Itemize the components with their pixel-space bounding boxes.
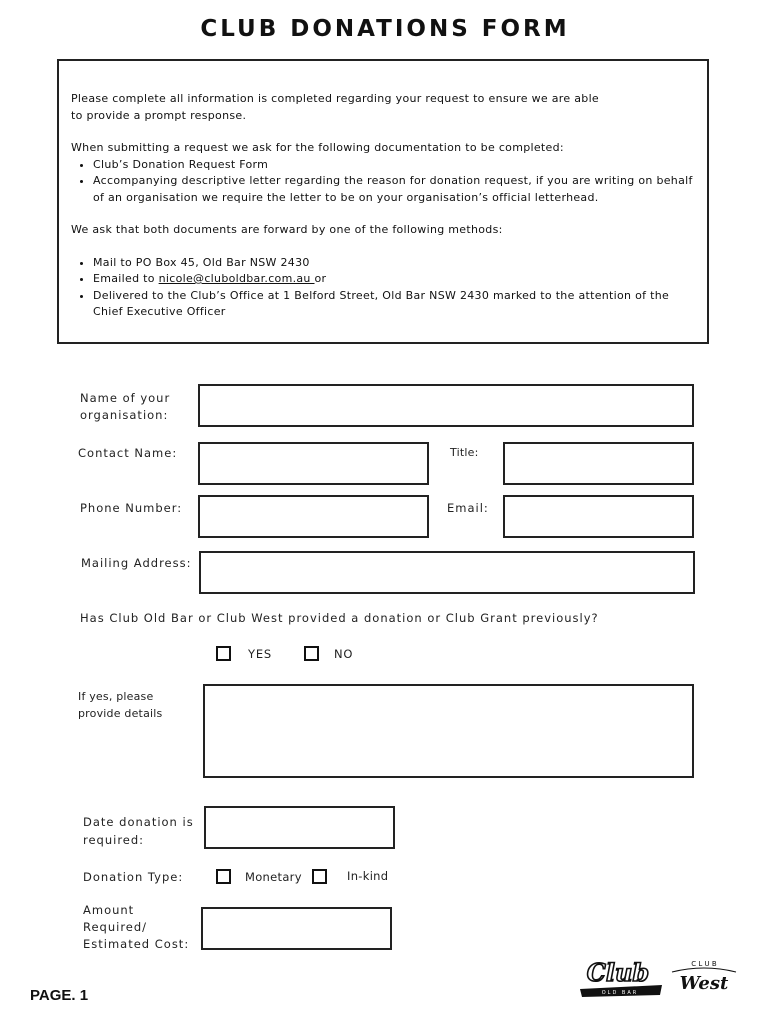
docs-item: • Accompanying descriptive letter regarding the reason for donation request, if you are writing on behalf of an organisation we require the letter to be on your organisation’s official letterhead. xyxy=(93,173,695,206)
method-delivered: • Delivered to the Club’s Office at 1 Belford Street, Old Bar NSW 2430 marked to the attention of the Chief Executive Officer xyxy=(93,288,695,321)
date-label xyxy=(83,814,194,849)
details-label-line: provide details xyxy=(78,707,163,720)
logo-west-top: C L U B xyxy=(691,960,717,968)
intro-line-2: to provide a prompt response. xyxy=(71,108,247,122)
amount-label-line: Required/ xyxy=(83,920,148,934)
donation-type-label: Donation Type: xyxy=(83,870,184,884)
org-label-line: organisation: xyxy=(80,408,169,422)
logo-oldbar-script: Club xyxy=(586,958,650,987)
yes-checkbox[interactable] xyxy=(216,646,231,661)
page-number: PAGE. 1 xyxy=(30,987,89,1004)
date-label-line: required: xyxy=(83,833,145,847)
organisation-input[interactable] xyxy=(198,384,694,427)
methods-list xyxy=(71,255,695,321)
org-label xyxy=(80,390,170,424)
org-label-line: Name of your xyxy=(80,391,171,405)
contact-name-label: Contact Name: xyxy=(78,446,178,460)
no-label: NO xyxy=(334,647,354,661)
date-input[interactable] xyxy=(204,806,395,849)
no-checkbox[interactable] xyxy=(304,646,319,661)
phone-input[interactable] xyxy=(198,495,429,538)
title-input[interactable] xyxy=(503,442,694,485)
date-label-line: Date donation is xyxy=(83,815,194,829)
docs-item: • Club’s Donation Request Form xyxy=(93,157,695,174)
method-email-prefix: Emailed to xyxy=(93,272,159,285)
monetary-label: Monetary xyxy=(245,870,302,884)
yes-label: YES xyxy=(248,647,272,661)
previous-donation-question: Has Club Old Bar or Club West provided a donation or Club Grant previously? xyxy=(80,611,599,625)
details-label xyxy=(78,688,162,722)
intro-line-1: Please complete all information is completed regarding your request to ensure we are able xyxy=(71,92,599,105)
methods-intro: We ask that both documents are forward by one of the following methods: xyxy=(71,223,503,236)
inkind-label: In-kind xyxy=(347,869,389,883)
amount-label xyxy=(83,902,189,953)
mailing-address-input[interactable] xyxy=(199,551,695,594)
method-email-suffix: or xyxy=(314,272,327,285)
method-email xyxy=(93,271,695,288)
details-label-line: If yes, please xyxy=(78,690,154,703)
email-label: Email: xyxy=(447,501,489,515)
club-old-bar-logo xyxy=(578,955,664,999)
method-mail: • Mail to PO Box 45, Old Bar NSW 2430 xyxy=(93,255,695,272)
club-west-logo xyxy=(668,958,740,998)
contact-name-input[interactable] xyxy=(198,442,429,485)
phone-label: Phone Number: xyxy=(80,501,183,515)
docs-list xyxy=(71,157,695,207)
instructions-box xyxy=(57,59,709,344)
email-input[interactable] xyxy=(503,495,694,538)
amount-label-line: Estimated Cost: xyxy=(83,937,190,951)
logo-west-script: West xyxy=(679,973,729,994)
details-textarea[interactable] xyxy=(203,684,694,778)
logo-oldbar-sub: OLD BAR xyxy=(601,990,639,996)
email-link[interactable]: nicole@cluboldbar.com.au xyxy=(158,272,315,285)
monetary-checkbox[interactable] xyxy=(216,869,231,884)
docs-intro: When submitting a request we ask for the following documentation to be completed: xyxy=(71,141,564,154)
amount-label-line: Amount xyxy=(83,903,135,917)
inkind-checkbox[interactable] xyxy=(312,869,327,884)
amount-input[interactable] xyxy=(201,907,392,950)
title-label: Title: xyxy=(450,446,479,459)
form-title: CLUB DONATIONS FORM xyxy=(200,16,570,42)
mailing-address-label: Mailing Address: xyxy=(81,556,192,570)
